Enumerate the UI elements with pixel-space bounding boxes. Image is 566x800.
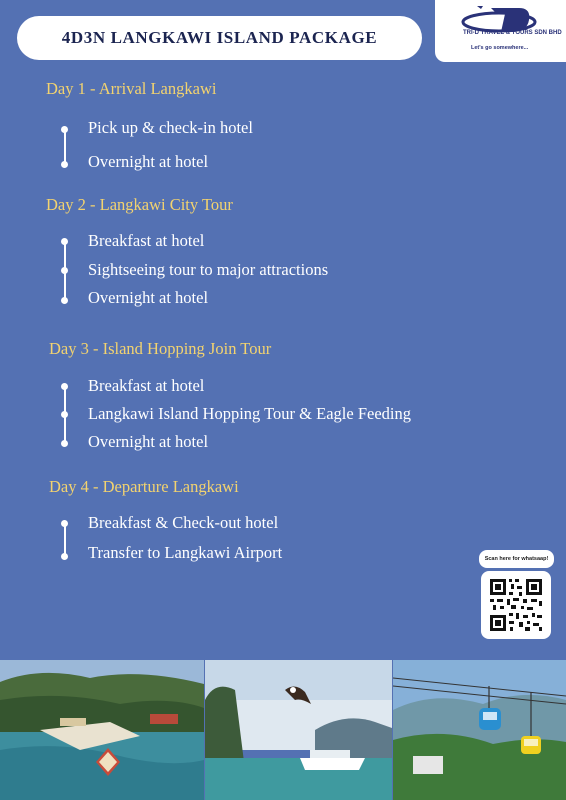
day-3-item: Overnight at hotel — [88, 432, 209, 451]
timeline-dot — [61, 440, 68, 447]
day-2-item: Sightseeing tour to major attractions — [88, 260, 329, 279]
island-hopping-boat-photo — [205, 660, 392, 800]
day-4-item: Transfer to Langkawi Airport — [88, 543, 283, 562]
day-1-item: Overnight at hotel — [88, 152, 209, 171]
day-2-item: Overnight at hotel — [88, 288, 209, 307]
company-logo — [435, 0, 566, 62]
day-3-item: Langkawi Island Hopping Tour & Eagle Feeding — [88, 404, 411, 423]
logo-name: TRI-D TRAVEL & TOURS SDN BHD — [463, 30, 562, 36]
timeline-dot — [61, 161, 68, 168]
day-3-heading: Day 3 - Island Hopping Join Tour — [49, 339, 272, 358]
day-2-item: Breakfast at hotel — [88, 231, 205, 250]
qr-code-icon — [481, 571, 551, 639]
day-4-item: Breakfast & Check-out hotel — [88, 513, 279, 532]
timeline-line — [64, 130, 66, 164]
day-1-item: Pick up & check-in hotel — [88, 118, 253, 137]
day-3-item: Breakfast at hotel — [88, 376, 205, 395]
timeline-dot — [61, 520, 68, 527]
day-2-heading: Day 2 - Langkawi City Tour — [46, 195, 233, 214]
timeline-dot — [61, 238, 68, 245]
timeline-dot — [61, 267, 68, 274]
cable-car-photo — [393, 660, 566, 800]
qr-caption: Scan here for whatsaap! — [479, 550, 554, 568]
title-banner — [17, 16, 422, 60]
logo-tagline: Let's go somewhere... — [471, 45, 529, 51]
day-4-heading: Day 4 - Departure Langkawi — [49, 477, 239, 496]
timeline-dot — [61, 553, 68, 560]
timeline-dot — [61, 126, 68, 133]
page-title: 4D3N LANGKAWI ISLAND PACKAGE — [61, 28, 378, 47]
whatsapp-qr-code[interactable] — [481, 571, 551, 639]
timeline-dot — [61, 383, 68, 390]
resort-aerial-photo — [0, 660, 204, 800]
timeline-dot — [61, 411, 68, 418]
timeline-dot — [61, 297, 68, 304]
day-1-heading: Day 1 - Arrival Langkawi — [46, 79, 217, 98]
